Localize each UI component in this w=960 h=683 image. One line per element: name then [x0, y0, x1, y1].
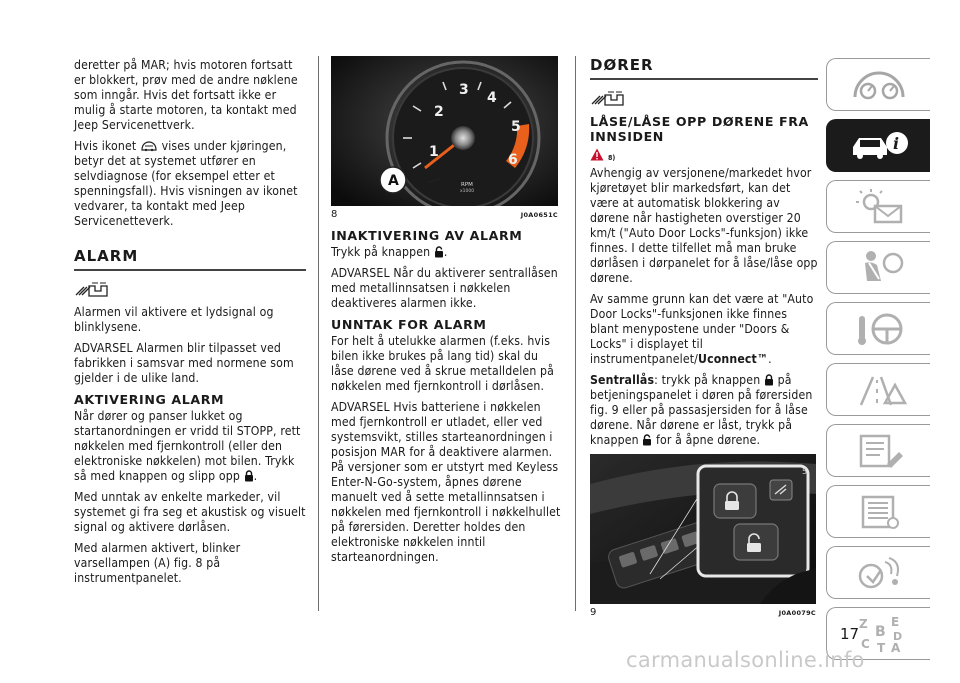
- body-paragraph: [590, 373, 818, 448]
- tab-emergency[interactable]: [826, 363, 930, 416]
- paragraph-text: .: [443, 245, 448, 259]
- paragraph-text: på betjeningspanelet i døren på førersiden fig. 9 eller på passasjersiden for å låse dørene. Når dørene er låst, trykk på knappen: [590, 373, 813, 447]
- index-letter: C: [860, 636, 870, 651]
- warning-reference: [590, 148, 818, 162]
- paragraph-text: Av samme grunn kan det være at "Auto Door Locks"-funksjonen ikke finnes blant menypostene under "Doors & Locks" i displayet til instrumentpanelet/: [590, 292, 814, 366]
- paragraph-text: Trykk på knappen: [331, 245, 431, 259]
- body-paragraph: deretter på MAR; hvis motoren fortsatt er blokkert, prøv med de andre nøklene som inngår. Hvis det fortsatt ikke er mulig å starte motoren, ta kontakt med Jeep Servicenettverk.: [74, 58, 298, 132]
- gauge-number: 3: [459, 82, 469, 98]
- lock-button-icon: [244, 470, 254, 482]
- body-paragraph: Med alarmen aktivert, blinker varsellampen (A) fig. 8 på instrumentpanelet.: [74, 541, 241, 585]
- tab-multimedia[interactable]: [826, 546, 930, 599]
- car-info-icon: [847, 127, 911, 165]
- body-paragraph: Avhengig av versjonene/markedet hvor kjøretøyet blir markedsført, kan det være at automatisk blokkering av dørene når hastigheten overstiger 20 km/t ("Auto Door Locks"-funksjon) ikke finnes. I dette tilfellet må man bruke dørlåsen i dørpanelet for å låse/låse opp dørene.: [590, 166, 818, 285]
- body-paragraph: Alarmen vil aktivere et lydsignal og blinklysene.: [74, 305, 274, 334]
- tab-lights-warnings[interactable]: [826, 180, 930, 233]
- lock-button-icon: [764, 374, 774, 386]
- body-paragraph: [590, 292, 818, 367]
- gauge-sub: x1000: [460, 189, 475, 194]
- subsection-title-lock: LÅSE/LÅSE OPP DØRENE FRA INNSIDEN: [590, 114, 809, 144]
- gauge-hub: [451, 126, 475, 150]
- section-title-doors: DØRER: [590, 56, 654, 74]
- gauge-number: 5: [511, 119, 521, 135]
- tab-car-info[interactable]: [826, 119, 930, 172]
- figure-number: 9: [590, 607, 597, 618]
- paragraph-text: Hvis ikonet: [74, 139, 137, 153]
- section-title-alarm: ALARM: [74, 247, 139, 265]
- term-central-lock: Sentrallås: [590, 373, 655, 387]
- column-left: [74, 58, 306, 592]
- unlock-button-icon: [434, 246, 444, 258]
- tab-safety[interactable]: [826, 241, 930, 294]
- subsection-title-activation: AKTIVERING ALARM: [74, 392, 225, 407]
- index-letter: B: [874, 623, 886, 640]
- index-letter: Z: [858, 616, 868, 631]
- body-paragraph: [74, 139, 306, 229]
- gauge-number: 6: [508, 152, 518, 168]
- paragraph-text: : trykk på knappen: [654, 373, 761, 387]
- multimedia-icon: [851, 554, 907, 592]
- tab-technical-data[interactable]: [826, 485, 930, 538]
- paragraph-text: vises under kjøringen, betyr det at systemet utfører en selvdiagnose (for eksempel etter et spenningsfall). Hvis visningen av ikonet vedvarer, ta kontakt med Jeep Servicenetteverk.: [74, 139, 298, 228]
- section-divider: [590, 78, 818, 80]
- column-right: [590, 56, 818, 622]
- warning-triangle-icon: [590, 148, 604, 161]
- figure-code: J0A0651C: [520, 210, 558, 219]
- market-logo-icon: [74, 281, 110, 299]
- tachometer-illustration: [331, 56, 558, 206]
- tab-service[interactable]: [826, 424, 930, 477]
- technical-data-icon: [851, 493, 907, 531]
- figure-caption: [590, 607, 816, 618]
- market-logo-icon: [590, 90, 626, 108]
- callout-label: A: [388, 173, 399, 189]
- road-emergency-icon: [851, 371, 907, 409]
- chapter-tab-bar: [826, 58, 930, 668]
- paragraph-text: for å åpne dørene.: [655, 433, 761, 447]
- page-number: 17: [840, 625, 860, 643]
- steering-start-icon: [851, 310, 907, 348]
- airbag-seatbelt-icon: [851, 249, 907, 287]
- index-letter: A: [890, 640, 900, 654]
- index-letter: D: [892, 629, 902, 643]
- column-divider: [318, 56, 319, 611]
- body-paragraph: [74, 409, 306, 484]
- body-paragraph: For helt å utelukke alarmen (f.eks. hvis bilen ikke brukes på lang tid) skal du låse dørene ved å skrue metalldelen på nøkkelen med fjernkontroll i dørlåsen.: [331, 334, 555, 393]
- warning-ref-number: 8): [608, 154, 616, 162]
- svg-text:i: i: [892, 133, 899, 153]
- subsection-title-exclusion: UNNTAK FOR ALARM: [331, 317, 487, 332]
- tab-starting-driving[interactable]: [826, 302, 930, 355]
- column-divider: [575, 56, 576, 611]
- gauge-number: 2: [434, 104, 444, 120]
- unlock-switch: [734, 524, 778, 560]
- lights-warning-icon: [851, 188, 907, 226]
- tab-dashboard[interactable]: [826, 58, 930, 111]
- brand-name: Uconnect™: [698, 352, 769, 366]
- figure-door-panel: [590, 454, 816, 604]
- section-divider: [74, 269, 306, 271]
- figure-number: 8: [331, 209, 338, 220]
- site-watermark: carmanualsonline.info: [626, 648, 865, 672]
- body-paragraph: ADVARSEL Hvis batteriene i nøkkelen med fjernkontroll er utladet, eller ved systemsvikt, stilles starteanordningen i posisjon MAR for å deaktivere alarmen. På versjoner som er utstyrt med Keyless Enter-N-Go-system, åpnes dørene manuelt ved å sette metallinnsatsen i nøkkelen med fjernkontroll i nøkkelhullet på førersiden. Deretter holdes den elektroniske nøkkelen inntil starteanordningen.: [331, 400, 561, 564]
- service-maintenance-icon: [851, 432, 907, 470]
- paragraph-text: .: [768, 352, 772, 366]
- body-paragraph: Med unntak av enkelte markeder, vil systemet gi fra seg et akustisk og visuelt signal og aktivere dørlåsen.: [74, 490, 306, 534]
- body-paragraph: ADVARSEL Alarmen blir tilpasset ved fabrikken i samsvar med normene som gjelder i de ulike land.: [74, 341, 294, 385]
- svg-text:5: 5: [802, 467, 808, 476]
- door-lock-switch-illustration: [590, 454, 816, 604]
- gauge-unit: RPM: [461, 182, 473, 188]
- gauge-number: 1: [429, 144, 439, 160]
- figure-instrument-gauge: [331, 56, 558, 206]
- dashboard-icon: [851, 67, 907, 103]
- gauge-number: 4: [487, 90, 497, 106]
- paragraph-text: .: [253, 469, 258, 483]
- index-letter: E: [890, 614, 899, 629]
- subsection-title-deactivation: INAKTIVERING AV ALARM: [331, 228, 523, 243]
- figure-caption: [331, 209, 558, 220]
- body-paragraph: ADVARSEL Når du aktiverer sentrallåsen med metallinnsatsen i nøkkelen deaktiveres alarmen ikke.: [331, 266, 558, 310]
- body-paragraph: [331, 245, 563, 260]
- column-middle: [331, 56, 563, 571]
- unlock-button-icon: [642, 434, 652, 446]
- key-warning-icon: [140, 140, 158, 152]
- index-letter: T: [876, 640, 885, 654]
- figure-code: J0A0079C: [778, 608, 816, 617]
- paragraph-text: Når dører og panser lukket og startanordningen er vridd til STOPP, rett nøkkelen med fjernkontroll (eller den elektroniske nøkkelen) mot bilen. Trykk så med knappen og slipp opp: [74, 409, 301, 483]
